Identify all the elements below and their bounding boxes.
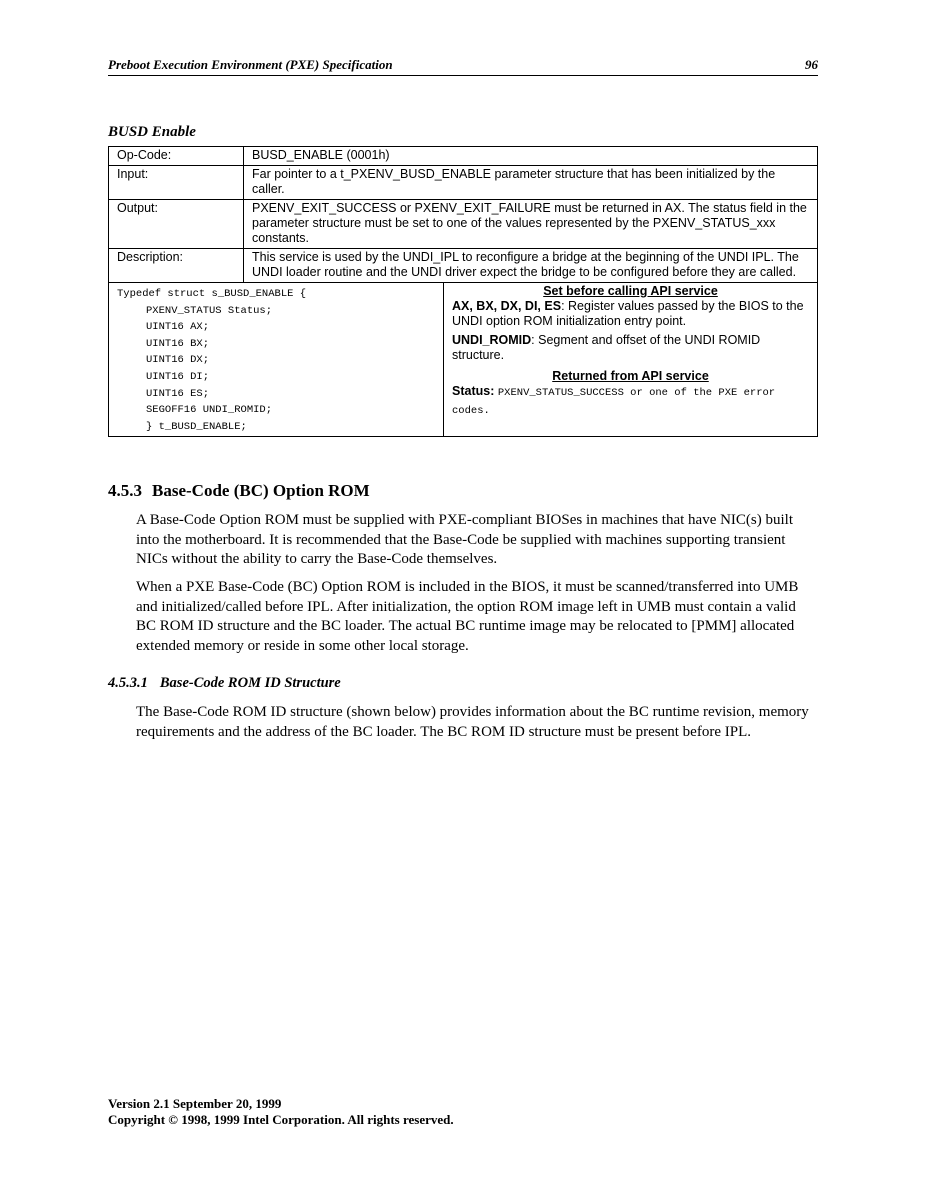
page-number: 96 [805,57,818,72]
description-value: This service is used by the UNDI_IPL to reconfigure a bridge at the beginning of the UNDI IPL. The UNDI loader routine and the UNDI driver expect the bridge to be configured before they are called. [244,249,818,283]
input-value: Far pointer to a t_PXENV_BUSD_ENABLE parameter structure that has been initialized by the caller. [244,166,818,200]
struct-inner-table [109,283,817,436]
section-title: Base-Code (BC) Option ROM [152,481,370,500]
section-heading [108,481,370,501]
subsection-title: Base-Code ROM ID Structure [159,675,341,691]
opcode-value: BUSD_ENABLE (0001h) [244,147,818,166]
table-row [109,166,818,200]
table-row [109,147,818,166]
service-description [444,283,818,436]
code-line: PXENV_STATUS Status; [146,304,273,317]
table-row [109,249,818,283]
status-name: Status: [452,384,495,398]
output-value: PXENV_EXIT_SUCCESS or PXENV_EXIT_FAILURE must be returned in AX. The status field in the parameter structure must be set to one of the values represented by the PXENV_STATUS_xxx constants. [244,200,818,249]
footer-version: Version 2.1 September 20, 1999 [108,1096,282,1111]
table-row [109,283,818,437]
code-line: UINT16 DI; [146,370,210,383]
regs-desc: : Register values passed by the BIOS to the UNDI option ROM initialization entry point. [452,299,804,328]
status-desc: PXENV_STATUS_SUCCESS or one of the PXE error codes. [452,387,776,417]
page-footer [108,1096,454,1128]
code-line: UINT16 AX; [146,321,210,334]
section-paragraph-2: When a PXE Base-Code (BC) Option ROM is included in the BIOS, it must be scanned/transferred into UMB and initialized/called before IPL. After initialization, the option ROM image left in UMB must contain a valid BC ROM ID structure and the BC loader. The actual BC runtime image may be relocated to [PMM] allocated extended memory or reside in some other local storage. [136,579,799,654]
struct-cell [109,283,818,437]
returned-heading: Returned from API service [552,369,709,383]
code-line: UINT16 DX; [146,354,210,367]
set-before-heading: Set before calling API service [543,284,718,298]
code-line: UINT16 ES; [146,387,210,400]
subsection-paragraph: The Base-Code ROM ID structure (shown below) provides information about the BC runtime revision, memory requirements and the address of the BC loader. The BC ROM ID structure must be present before IPL. [136,704,809,740]
code-line: UINT16 BX; [146,337,210,350]
input-label: Input: [109,166,244,200]
description-label: Description: [109,249,244,283]
page-header [108,55,818,76]
footer-copyright: Copyright © 1998, 1999 Intel Corporation. All rights reserved. [108,1112,454,1127]
romid-entry [452,333,809,363]
romid-name: UNDI_ROMID [452,333,532,347]
output-label: Output: [109,200,244,249]
status-entry [452,384,809,420]
regs-entry [452,299,809,329]
code-line: SEGOFF16 UNDI_ROMID; [146,404,273,417]
opcode-label: Op-Code: [109,147,244,166]
romid-desc: : Segment and offset of the UNDI ROMID structure. [452,333,761,362]
section-paragraph-1: A Base-Code Option ROM must be supplied with PXE-compliant BIOSes in machines that have NIC(s) built into the motherboard. It is recommended that the Base-Code be supplied with machines supporting transient NICs without the ability to carry the Base-Code themselves. [136,512,794,567]
header-title: Preboot Execution Environment (PXE) Specification [108,57,393,72]
code-line: } t_BUSD_ENABLE; [146,420,247,433]
subsection-number: 4.5.3.1 [108,675,148,691]
api-table [108,146,818,437]
struct-code [109,283,444,436]
regs-name: AX, BX, DX, DI, ES [452,299,562,313]
box-title: BUSD Enable [108,124,196,140]
subsection-heading [108,675,341,692]
table-row [109,200,818,249]
section-number: 4.5.3 [108,481,142,500]
code-line: Typedef struct s_BUSD_ENABLE { [117,288,307,300]
